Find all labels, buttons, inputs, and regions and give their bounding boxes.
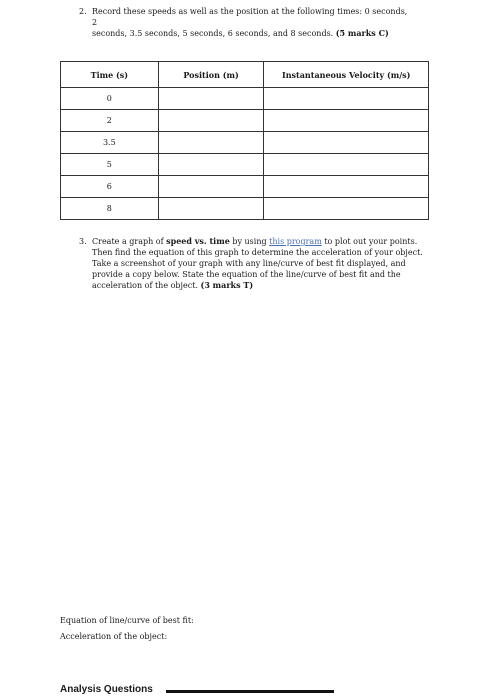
question-3-text-segment: Create a graph of [92, 237, 167, 246]
table-row [61, 132, 429, 154]
analysis-questions-heading: Analysis Questions [60, 684, 153, 695]
position-cell[interactable] [158, 176, 264, 198]
question-2-marks: (5 marks C) [335, 28, 389, 38]
table-row [61, 198, 429, 220]
position-cell[interactable] [158, 132, 264, 154]
table-row [61, 154, 429, 176]
question-2-line-1: Record these speeds as well as the position at the following times: 0 seconds, 2 [92, 7, 408, 27]
question-3 [79, 236, 459, 316]
position-cell[interactable] [158, 154, 264, 176]
question-3-line-3: Take a screenshot of your graph with any line/curve of best fit displayed, and [92, 259, 406, 268]
position-cell[interactable] [158, 110, 264, 132]
velocity-cell[interactable] [264, 110, 429, 132]
question-3-graph-type: speed vs. time [166, 236, 230, 246]
time-cell: 6 [61, 176, 159, 198]
velocity-cell[interactable] [264, 154, 429, 176]
question-3-line-1 [92, 236, 423, 247]
header-velocity: Instantaneous Velocity (m/s) [264, 62, 429, 88]
velocity-cell[interactable] [264, 198, 429, 220]
time-cell: 0 [61, 88, 159, 110]
table-row [61, 110, 429, 132]
header-position: Position (m) [158, 62, 264, 88]
question-3-text-segment: acceleration of the object. [92, 281, 201, 290]
time-cell: 2 [61, 110, 159, 132]
question-3-line-4: provide a copy below. State the equation of the line/curve of best fit and the [92, 270, 401, 279]
question-3-number: 3. [79, 237, 87, 246]
table-header-row [61, 62, 429, 88]
question-3-text [92, 236, 423, 291]
question-2 [79, 6, 409, 38]
table-row [61, 176, 429, 198]
position-cell[interactable] [158, 88, 264, 110]
position-cell[interactable] [158, 198, 264, 220]
acceleration-label: Acceleration of the object: [60, 632, 168, 641]
header-time: Time (s) [61, 62, 159, 88]
time-cell: 5 [61, 154, 159, 176]
question-3-line-2: Then find the equation of this graph to determine the acceleration of your object. [92, 248, 423, 257]
question-3-marks: (3 marks T) [200, 280, 254, 290]
question-2-number: 2. [79, 7, 87, 16]
velocity-cell[interactable] [264, 88, 429, 110]
table-row [61, 88, 429, 110]
time-cell: 3.5 [61, 132, 159, 154]
program-link[interactable]: this program [269, 237, 322, 246]
question-3-text-segment: by using [229, 237, 270, 246]
section-divider [166, 690, 334, 693]
velocity-cell[interactable] [264, 176, 429, 198]
question-2-line-2-text: seconds, 3.5 seconds, 5 seconds, 6 seconds, and 8 seconds. [92, 29, 336, 38]
question-3-text-segment: to plot out your points. [321, 237, 418, 246]
time-cell: 8 [61, 198, 159, 220]
data-table [60, 61, 429, 220]
question-2-text [92, 6, 409, 39]
velocity-cell[interactable] [264, 132, 429, 154]
question-2-line-2 [92, 28, 409, 39]
question-3-line-5 [92, 280, 423, 291]
equation-label: Equation of line/curve of best fit: [60, 616, 194, 625]
